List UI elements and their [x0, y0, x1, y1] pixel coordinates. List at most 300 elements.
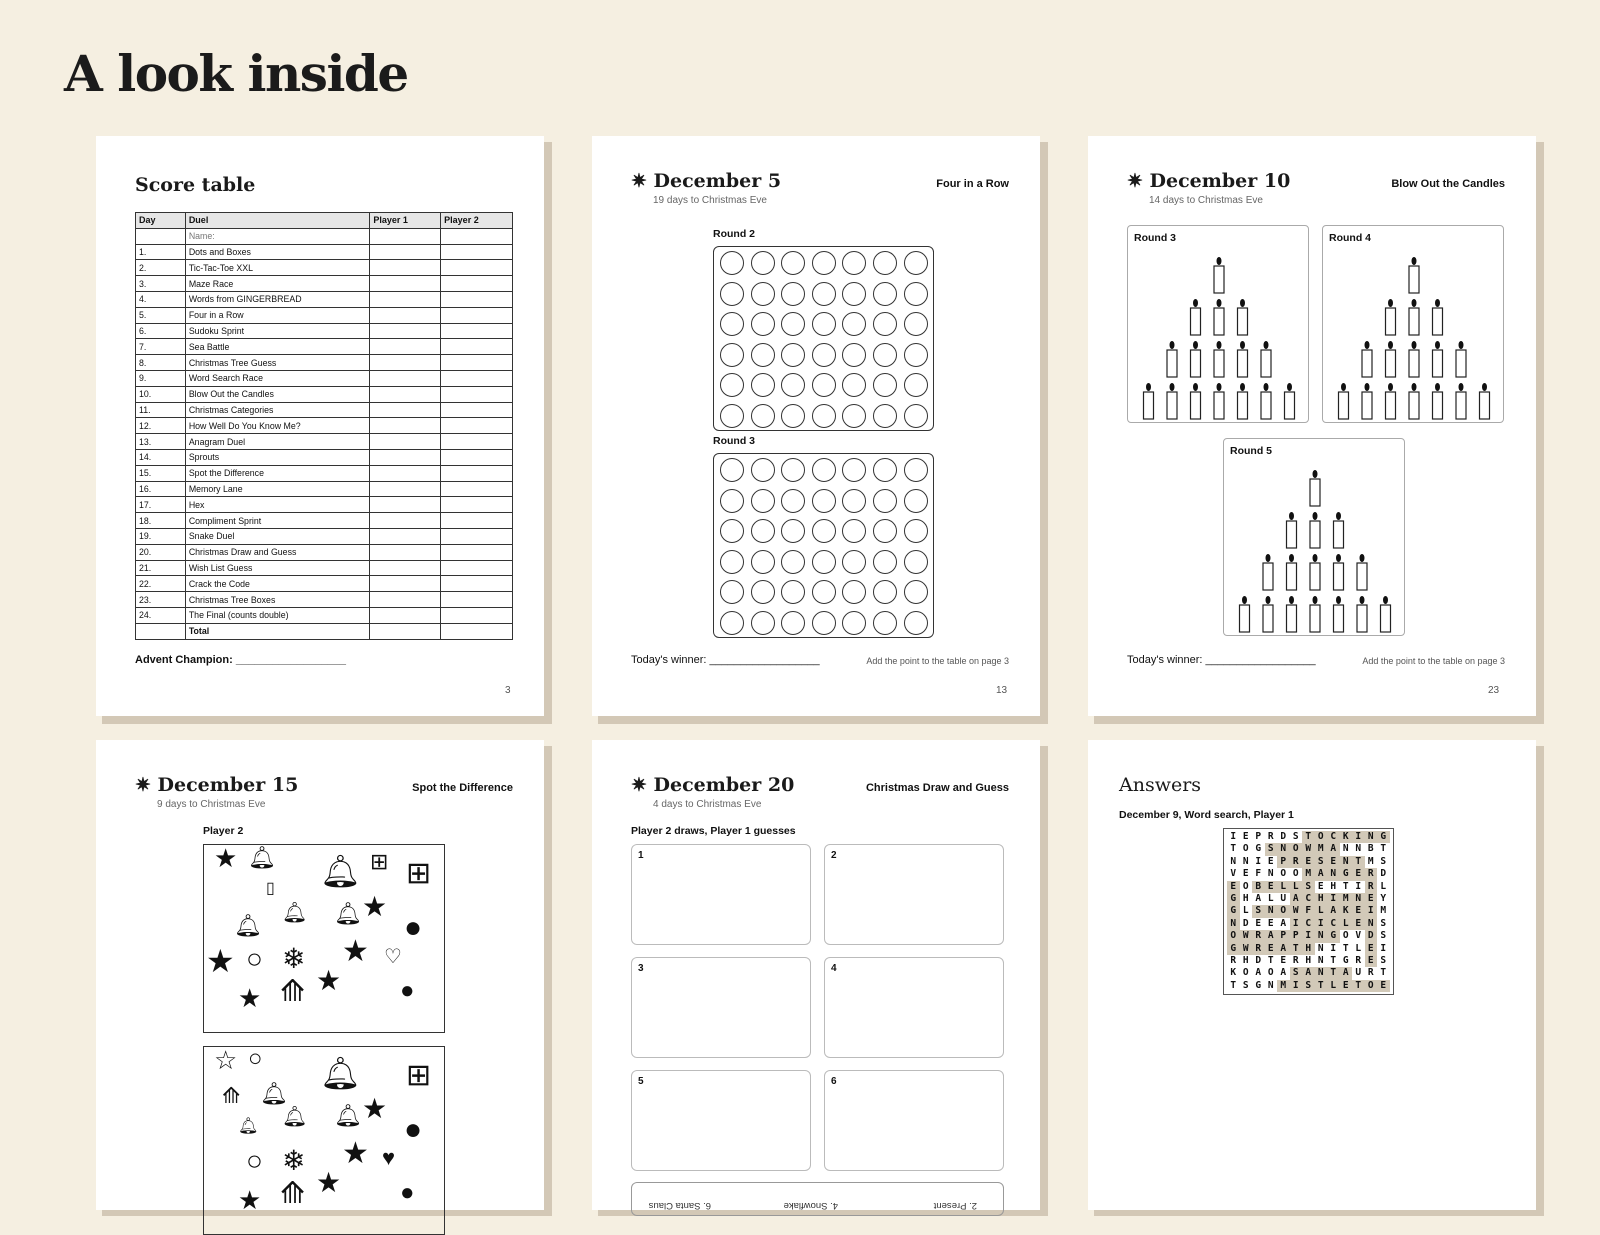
letter-cell: O [1315, 831, 1328, 843]
duel-cell: Christmas Tree Guess [185, 355, 370, 371]
table-row [136, 449, 513, 465]
game-circle[interactable] [812, 519, 836, 543]
letter-cell: O [1365, 980, 1378, 992]
picture-b [203, 1046, 445, 1235]
game-circle[interactable] [904, 519, 928, 543]
letter-cell: R [1290, 856, 1303, 868]
score-cell [441, 339, 513, 355]
candle-icon[interactable] [1357, 554, 1367, 590]
game-circle[interactable] [781, 251, 805, 275]
game-circle[interactable] [751, 550, 775, 574]
duel-cell: Christmas Draw and Guess [185, 544, 370, 560]
game-circle[interactable] [720, 611, 744, 635]
candle-icon[interactable] [1238, 341, 1248, 377]
candle-icon[interactable] [1339, 383, 1349, 419]
table-row [136, 244, 513, 260]
duel-cell: Anagram Duel [185, 434, 370, 450]
letter-cell: O [1227, 930, 1240, 942]
game-circle[interactable] [873, 251, 897, 275]
letter-cell: H [1242, 892, 1249, 904]
game-circle[interactable] [812, 580, 836, 604]
game-circle[interactable] [873, 312, 897, 336]
table-row [136, 228, 513, 244]
candle-icon[interactable] [1238, 383, 1248, 419]
letter-cell: D [1242, 917, 1249, 929]
candle-icon[interactable] [1167, 383, 1177, 419]
score-cell [370, 528, 441, 544]
duel-cell: Words from GINGERBREAD [185, 291, 370, 307]
answer-item: 6. Santa Claus [648, 1200, 711, 1211]
game-circle[interactable] [904, 373, 928, 397]
letter-cell: E [1267, 917, 1274, 929]
candle-icon[interactable] [1191, 383, 1201, 419]
letter-cell: R [1252, 930, 1265, 942]
duel-cell: Total [185, 623, 370, 639]
day-cell: 12. [136, 418, 186, 434]
duel-cell: Christmas Categories [185, 402, 370, 418]
table-row [136, 592, 513, 608]
candle-round-box [1127, 225, 1309, 423]
game-circle[interactable] [781, 312, 805, 336]
day-cell: 13. [136, 434, 186, 450]
box-number: 6 [831, 1076, 837, 1087]
game-circle[interactable] [812, 343, 836, 367]
letter-cell: D [1255, 954, 1262, 966]
candle-icon[interactable] [1433, 383, 1443, 419]
day-cell: 20. [136, 544, 186, 560]
page-number: 13 [996, 685, 1008, 696]
game-circle[interactable] [873, 580, 897, 604]
candle-icon[interactable] [1214, 341, 1224, 377]
score-cell [370, 607, 441, 623]
game-circle[interactable] [781, 343, 805, 367]
day-cell: 19. [136, 528, 186, 544]
game-circle[interactable] [873, 550, 897, 574]
score-cell [370, 576, 441, 592]
page-title: December 5 [653, 170, 782, 192]
game-circle[interactable] [720, 251, 744, 275]
candle-icon[interactable] [1238, 299, 1248, 335]
letter-cell: D [1280, 831, 1287, 842]
game-circle[interactable] [842, 489, 866, 513]
star-icon: ✷ [1127, 170, 1143, 192]
score-cell [441, 244, 513, 260]
letter-cell: S [1265, 843, 1278, 855]
score-cell [370, 497, 441, 513]
instruction: Player 2 draws, Player 1 guesses [631, 825, 796, 837]
game-circle[interactable] [842, 343, 866, 367]
letter-cell: W [1290, 905, 1303, 917]
candle-icon[interactable] [1334, 512, 1344, 548]
letter-cell: U [1355, 967, 1362, 979]
candle-icon[interactable] [1287, 554, 1297, 590]
table-row [136, 276, 513, 292]
letter-cell: P [1277, 856, 1290, 868]
star-icon: ★ [362, 891, 388, 922]
candle-icon[interactable] [1409, 257, 1419, 293]
game-circle[interactable] [842, 312, 866, 336]
game-circle[interactable] [751, 404, 775, 428]
duel-cell: Name: [185, 228, 370, 244]
game-circle[interactable] [812, 404, 836, 428]
candle-icon[interactable] [1357, 596, 1367, 632]
game-circle[interactable] [720, 580, 744, 604]
game-circle[interactable] [873, 282, 897, 306]
letter-cell: G [1255, 979, 1262, 991]
game-circle[interactable] [720, 404, 744, 428]
letter-cell: A [1315, 868, 1328, 880]
day-cell: 8. [136, 355, 186, 371]
word-search-row [1227, 856, 1390, 868]
game-circle[interactable] [873, 519, 897, 543]
star-icon: ★ [342, 1137, 369, 1170]
page-number: 3 [505, 685, 511, 696]
game-circle[interactable] [904, 580, 928, 604]
candle-icon[interactable] [1386, 299, 1396, 335]
bell-outline-icon: 🔔︎ [282, 1106, 308, 1128]
letter-cell: N [1267, 979, 1274, 991]
score-cell [441, 544, 513, 560]
letter-cell: A [1255, 892, 1262, 904]
score-table [135, 212, 513, 640]
game-circle[interactable] [812, 251, 836, 275]
game-circle[interactable] [842, 282, 866, 306]
candle-icon[interactable] [1261, 341, 1271, 377]
game-circle[interactable] [720, 519, 744, 543]
letter-cell: I [1355, 880, 1362, 892]
letter-cell: O [1277, 905, 1290, 917]
table-row [136, 355, 513, 371]
letter-cell: K [1230, 967, 1237, 979]
game-circle[interactable] [781, 489, 805, 513]
game-circle[interactable] [720, 550, 744, 574]
game-circle[interactable] [873, 458, 897, 482]
candle-icon[interactable] [1409, 299, 1419, 335]
letter-cell: O [1292, 868, 1299, 880]
game-name: Four in a Row [936, 178, 1009, 190]
game-circle[interactable] [812, 611, 836, 635]
letter-cell: V [1355, 930, 1362, 942]
candle-icon[interactable] [1433, 299, 1443, 335]
game-circle[interactable] [751, 519, 775, 543]
game-circle[interactable] [873, 373, 897, 397]
candle-icon[interactable] [1144, 383, 1154, 419]
game-circle[interactable] [812, 458, 836, 482]
box-number: 2 [831, 850, 837, 861]
game-circle[interactable] [842, 580, 866, 604]
game-circle[interactable] [751, 343, 775, 367]
letter-cell: T [1267, 954, 1274, 966]
score-cell [441, 481, 513, 497]
duel-cell: Sprouts [185, 449, 370, 465]
candle-icon[interactable] [1287, 596, 1297, 632]
game-circle[interactable] [781, 580, 805, 604]
candle-icon[interactable] [1263, 554, 1273, 590]
game-circle[interactable] [842, 251, 866, 275]
candle-icon[interactable] [1334, 554, 1344, 590]
day-cell: 11. [136, 402, 186, 418]
candle-icon[interactable] [1263, 596, 1273, 632]
letter-cell: E [1265, 943, 1278, 955]
candle-icon[interactable] [1362, 383, 1372, 419]
drawing-box[interactable] [824, 957, 1004, 1058]
game-circle[interactable] [781, 404, 805, 428]
page-title: December 20 [653, 774, 795, 796]
candle-icon[interactable] [1310, 470, 1320, 506]
snowflake-icon: ❄ [282, 1145, 306, 1176]
candle-icon[interactable] [1214, 257, 1224, 293]
letter-cell: N [1365, 831, 1378, 843]
candle-icon[interactable] [1456, 341, 1466, 377]
candle-icon[interactable] [1310, 596, 1320, 632]
score-cell [441, 370, 513, 386]
game-circle[interactable] [904, 312, 928, 336]
bell-outline-icon: 🔔︎ [260, 1081, 288, 1106]
game-circle[interactable] [904, 404, 928, 428]
game-circle[interactable] [781, 550, 805, 574]
candle-icon[interactable] [1409, 383, 1419, 419]
candle-icon[interactable] [1456, 383, 1466, 419]
table-row [136, 260, 513, 276]
candle-icon[interactable] [1362, 341, 1372, 377]
letter-cell: R [1230, 954, 1237, 966]
candle-icon[interactable] [1334, 596, 1344, 632]
letter-cell: H [1330, 880, 1337, 892]
game-circle[interactable] [751, 373, 775, 397]
game-circle[interactable] [812, 312, 836, 336]
letter-cell: O [1267, 967, 1274, 979]
answer-subtitle: December 9, Word search, Player 1 [1119, 809, 1294, 821]
duel-cell: Four in a Row [185, 307, 370, 323]
letter-cell: G [1255, 843, 1262, 855]
letter-cell: N [1230, 855, 1237, 867]
letter-cell: W [1240, 943, 1253, 955]
page-title: December 15 [157, 774, 299, 796]
duel-cell: Christmas Tree Boxes [185, 592, 370, 608]
game-circle[interactable] [812, 282, 836, 306]
column-header: Player 2 [441, 213, 513, 229]
day-cell: 2. [136, 260, 186, 276]
letter-cell: O [1242, 880, 1249, 892]
letter-cell: L [1327, 980, 1340, 992]
snowflake-icon: ❄ [282, 943, 306, 974]
letter-cell: L [1290, 881, 1303, 893]
letter-cell: A [1277, 943, 1290, 955]
game-circle[interactable] [842, 519, 866, 543]
candle-icon[interactable] [1261, 383, 1271, 419]
game-circle[interactable] [751, 489, 775, 513]
game-circle[interactable] [751, 611, 775, 635]
star-icon: ✷ [631, 170, 647, 192]
table-row [136, 386, 513, 402]
star-icon: ★ [342, 935, 369, 968]
answer-item: 4. Snowflake [783, 1200, 838, 1211]
game-circle[interactable] [904, 611, 928, 635]
candle-icon[interactable] [1409, 341, 1419, 377]
table-note: Add the point to the table on page 3 [866, 656, 1009, 666]
letter-cell: T [1230, 843, 1237, 855]
game-circle[interactable] [720, 343, 744, 367]
game-circle[interactable] [812, 550, 836, 574]
game-circle[interactable] [873, 343, 897, 367]
letter-cell: H [1305, 954, 1312, 966]
candle-icon[interactable] [1214, 383, 1224, 419]
game-circle[interactable] [904, 550, 928, 574]
day-cell: 23. [136, 592, 186, 608]
star-icon: ★ [362, 1093, 388, 1124]
game-circle[interactable] [751, 580, 775, 604]
game-circle[interactable] [781, 458, 805, 482]
score-cell [441, 386, 513, 402]
candle-icon[interactable] [1191, 299, 1201, 335]
upside-down-answers [631, 1182, 1004, 1216]
letter-cell: C [1327, 918, 1340, 930]
candle-icon[interactable] [1386, 383, 1396, 419]
duel-cell: The Final (counts double) [185, 607, 370, 623]
gift-outline-icon: ⊞ [406, 1059, 432, 1092]
ornament-icon: ● [404, 1113, 423, 1146]
word-search-row [1227, 967, 1390, 979]
letter-cell: G [1227, 893, 1240, 905]
candle-icon[interactable] [1287, 512, 1297, 548]
score-cell [441, 449, 513, 465]
letter-cell: H [1242, 954, 1249, 966]
column-header: Duel [185, 213, 370, 229]
candle-icon[interactable] [1433, 341, 1443, 377]
game-circle[interactable] [720, 458, 744, 482]
drawing-box[interactable] [631, 844, 811, 945]
game-circle[interactable] [781, 282, 805, 306]
letter-cell: N [1355, 843, 1362, 855]
game-circle[interactable] [873, 489, 897, 513]
game-circle[interactable] [842, 611, 866, 635]
duel-cell: Sea Battle [185, 339, 370, 355]
letter-cell: N [1242, 855, 1249, 867]
table-row [136, 623, 513, 639]
letter-cell: G [1340, 868, 1353, 880]
table-row [136, 418, 513, 434]
ornament-icon: ● [404, 911, 423, 944]
drawing-box[interactable] [824, 844, 1004, 945]
game-circle[interactable] [904, 251, 928, 275]
candle-icon[interactable] [1381, 596, 1391, 632]
word-search-row [1227, 930, 1390, 942]
game-circle[interactable] [751, 282, 775, 306]
score-cell [370, 465, 441, 481]
game-circle[interactable] [812, 373, 836, 397]
bell-outline-icon: 🔔︎ [334, 1103, 362, 1128]
candle-icon[interactable] [1285, 383, 1295, 419]
duel-cell: Wish List Guess [185, 560, 370, 576]
game-circle[interactable] [720, 489, 744, 513]
game-circle[interactable] [720, 312, 744, 336]
day-cell: 18. [136, 513, 186, 529]
letter-cell: T [1315, 980, 1328, 992]
game-circle[interactable] [842, 373, 866, 397]
game-circle[interactable] [904, 343, 928, 367]
days-to-christmas: 4 days to Christmas Eve [653, 799, 762, 810]
letter-cell: E [1340, 980, 1353, 992]
letter-cell: B [1367, 843, 1374, 855]
game-circle[interactable] [781, 611, 805, 635]
game-circle[interactable] [842, 458, 866, 482]
game-circle[interactable] [873, 404, 897, 428]
page-title: Answers [1119, 774, 1202, 796]
game-circle[interactable] [751, 458, 775, 482]
game-circle[interactable] [720, 373, 744, 397]
score-cell [441, 228, 513, 244]
game-circle[interactable] [781, 519, 805, 543]
letter-cell: E [1227, 881, 1240, 893]
letter-cell: A [1327, 843, 1340, 855]
game-circle[interactable] [812, 489, 836, 513]
score-cell [370, 260, 441, 276]
bell-outline-icon: 🔔︎ [334, 901, 362, 926]
letter-cell: R [1355, 954, 1362, 966]
letter-cell: L [1355, 942, 1362, 954]
letter-cell: S [1252, 905, 1265, 917]
word-search-grid [1223, 828, 1394, 995]
drawing-box[interactable] [824, 1070, 1004, 1171]
drawing-box[interactable] [631, 1070, 811, 1171]
score-cell [441, 402, 513, 418]
table-row [136, 576, 513, 592]
game-circle[interactable] [873, 611, 897, 635]
score-cell [370, 560, 441, 576]
candle-icon[interactable] [1310, 554, 1320, 590]
day-cell [136, 228, 186, 244]
game-circle[interactable] [842, 550, 866, 574]
drawing-box[interactable] [631, 957, 811, 1058]
score-cell [370, 481, 441, 497]
letter-cell: M [1315, 843, 1328, 855]
day-cell: 7. [136, 339, 186, 355]
score-cell [370, 418, 441, 434]
game-circle[interactable] [904, 458, 928, 482]
word-search-row [1227, 831, 1390, 843]
day-cell: 17. [136, 497, 186, 513]
candle-icon[interactable] [1310, 512, 1320, 548]
letter-cell: P [1290, 930, 1303, 942]
letter-cell: G [1377, 831, 1390, 843]
game-circle[interactable] [751, 312, 775, 336]
letter-cell: U [1280, 892, 1287, 904]
letter-cell: N [1352, 893, 1365, 905]
score-cell [441, 592, 513, 608]
game-circle[interactable] [751, 251, 775, 275]
letter-cell: R [1252, 943, 1265, 955]
candle-icon[interactable] [1480, 383, 1490, 419]
letter-cell: L [1380, 880, 1387, 892]
candle-icon[interactable] [1191, 341, 1201, 377]
game-circle[interactable] [904, 282, 928, 306]
game-circle[interactable] [720, 282, 744, 306]
letter-cell: E [1327, 856, 1340, 868]
game-circle[interactable] [904, 489, 928, 513]
game-circle[interactable] [781, 373, 805, 397]
days-to-christmas: 9 days to Christmas Eve [157, 799, 266, 810]
letter-cell: N [1340, 856, 1353, 868]
candle-icon[interactable] [1240, 596, 1250, 632]
candle-icon[interactable] [1167, 341, 1177, 377]
letter-cell: T [1342, 880, 1349, 892]
candle-icon[interactable] [1214, 299, 1224, 335]
letter-cell: I [1315, 918, 1328, 930]
candle-icon[interactable] [1386, 341, 1396, 377]
game-circle[interactable] [842, 404, 866, 428]
letter-cell: E [1267, 855, 1274, 867]
score-cell [370, 307, 441, 323]
